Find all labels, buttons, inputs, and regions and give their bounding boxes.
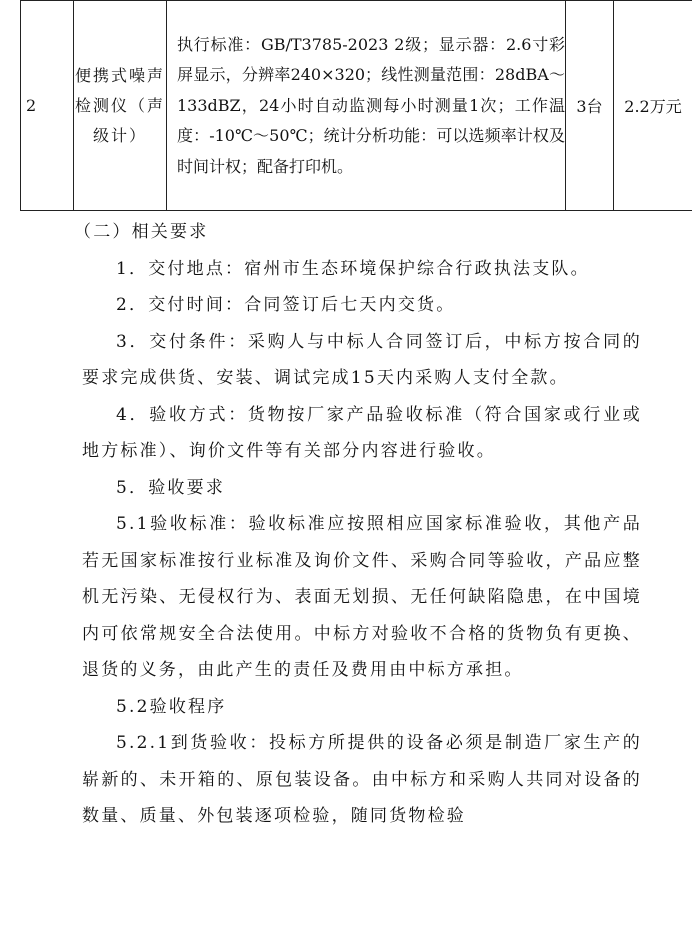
row-number-cell: 2 [21,1,74,211]
product-name-cell: 便携式噪声检测仪（声级计） [74,1,167,211]
paragraph-acceptance-requirements: 5．验收要求 [116,477,226,498]
spec-table [20,0,692,211]
price-cell: 2.2万元 [614,1,692,211]
paragraph-delivery-time: 2．交付时间：合同签订后七天内交货。 [116,295,456,315]
product-spec-cell: 执行标准：GB/T3785-2023 2级；显示器：2.6寸彩屏显示，分辨率240×320；线性测量范围：28dBA～133dBZ，24小时自动监测每小时测量1次；工作温度：-10℃～50℃；统计分析功能：可以选频率计权及时间计权；配备打印机。 [167,1,566,211]
paragraph-delivery-location: 1．交付地点：宿州市生态环境保护综合行政执法支队。 [116,258,590,279]
paragraph-delivery-conditions: 3．交付条件：采购人与中标人合同签订后，中标方按合同的要求完成供货、安装、调试完成15天内采购人支付全款。 [82,331,642,388]
requirements-section [74,214,642,835]
section-title: （二）相关要求 [74,222,209,242]
paragraph-acceptance-method: 4．验收方式：货物按厂家产品验收标准（符合国家或行业或地方标准）、询价文件等有关部分内容进行验收。 [82,404,642,461]
paragraph-acceptance-procedure: 5.2验收程序 [116,696,227,717]
table-row [21,1,692,211]
paragraph-arrival-inspection: 5.2.1到货验收：投标方所提供的设备必须是制造厂家生产的崭新的、未开箱的、原包装设备。由中标方和采购人共同对设备的数量、质量、外包装逐项检验，随同货物检验 [82,733,642,826]
paragraph-acceptance-standard: 5.1验收标准：验收标准应按照相应国家标准验收，其他产品若无国家标准按行业标准及询价文件、采购合同等验收，产品应整机无污染、无侵权行为、表面无划损、无任何缺陷隐患，在中国境内可依常规安全合法使用。中标方对验收不合格的货物负有更换、退货的义务，由此产生的责任及费用由中标方承担。 [82,514,642,680]
quantity-cell: 3台 [566,1,614,211]
